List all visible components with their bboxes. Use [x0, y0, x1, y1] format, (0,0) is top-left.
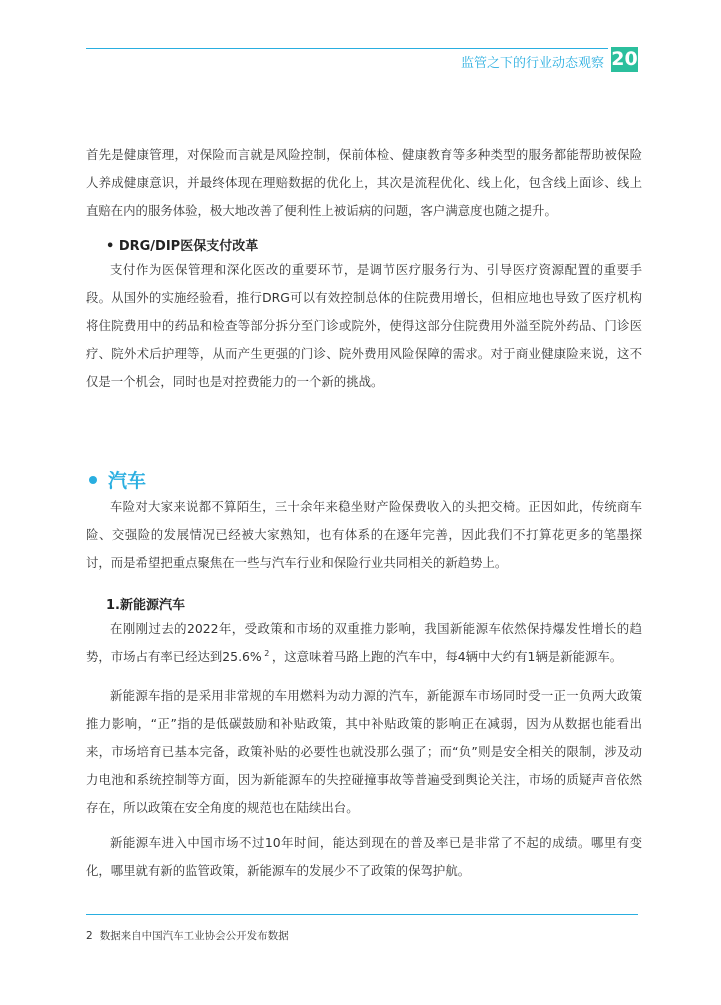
- section-title-text: 汽车: [108, 470, 147, 492]
- footnote-ref-2: 2: [261, 648, 272, 658]
- paragraph-nev-regulation: 新能源车进入中国市场不过10年时间，能达到现在的普及率已是非常了不起的成绩。哪里有变化，哪里就有新的监管政策，新能源车的发展少不了政策的保驾护航。: [86, 835, 642, 878]
- paragraph-nev-policy: 新能源车指的是采用非常规的车用燃料为动力源的汽车，新能源车市场同时受一正一负两大政策推力影响，“正”指的是低碳鼓励和补贴政策，其中补贴政策的影响正在减弱，因为从数据也能看出来，市场培育已基本完备，政策补贴的必要性也就没那么强了；而“负”则是安全相关的限制，涉及动力电池和系统控制等方面，因为新能源车的失控碰撞事故等普遍受到舆论关注，市场的质疑声音依然存在，所以政策在安全角度的规范也在陆续出台。: [86, 688, 642, 815]
- page-number-badge: 20: [611, 48, 638, 70]
- paragraph-auto-intro: 车险对大家来说都不算陌生，三十余年来稳坐财产险保费收入的头把交椅。正因如此，传统商车险、交强险的发展情况已经被大家熟知，也有体系的在逐年完善，因此我们不打算花更多的笔墨探讨，而是希望把重点聚焦在一些与汽车行业和保险行业共同相关的新趋势上。: [86, 499, 642, 570]
- footnote: [86, 928, 289, 943]
- nev-share-text-a: 在刚刚过去的2022年，受政策和市场的双重推力影响，我国新能源车依然保持爆发性增长的趋势，市场占有率已经达到25.6%: [86, 621, 642, 664]
- footnote-text: 数据来自中国汽车工业协会公开发布数据: [99, 930, 289, 942]
- subheading-new-energy-vehicles: 1.新能源汽车: [106, 598, 185, 613]
- footnote-number: 2: [86, 930, 93, 942]
- subheading-drg-dip: • DRG/DIP医保支付改革: [106, 239, 259, 254]
- running-header-title: 监管之下的行业动态观察: [460, 56, 604, 71]
- paragraph-drg-dip: 支付作为医保管理和深化医改的重要环节，是调节医疗服务行为、引导医疗资源配置的重要手段。从国外的实施经验看，推行DRG可以有效控制总体的住院费用增长，但相应地也导致了医疗机构将住院费用中的药品和检查等部分拆分至门诊或院外，使得这部分住院费用外溢至院外药品、门诊医疗、院外术后护理等，从而产生更强的门诊、院外费用风险保障的需求。对于商业健康险来说，这不仅是一个机会，同时也是对控费能力的一个新的挑战。: [86, 262, 642, 389]
- nev-share-text-b: ，这意味着马路上跑的汽车中，每4辆中大约有1辆是新能源车。: [271, 649, 623, 664]
- section-bullet-icon: [89, 476, 97, 484]
- paragraph-nev-market-share: [86, 615, 642, 671]
- section-title-auto: [89, 466, 146, 493]
- header-divider: [86, 48, 608, 49]
- paragraph-health-management: 首先是健康管理，对保险而言就是风险控制，保前体检、健康教育等多种类型的服务都能帮助被保险人养成健康意识，并最终体现在理赔数据的优化上，其次是流程优化、线上化，包含线上面诊、线上直赔在内的服务体验，极大地改善了便利性上被诟病的问题，客户满意度也随之提升。: [86, 147, 642, 218]
- footnote-divider: [86, 914, 638, 915]
